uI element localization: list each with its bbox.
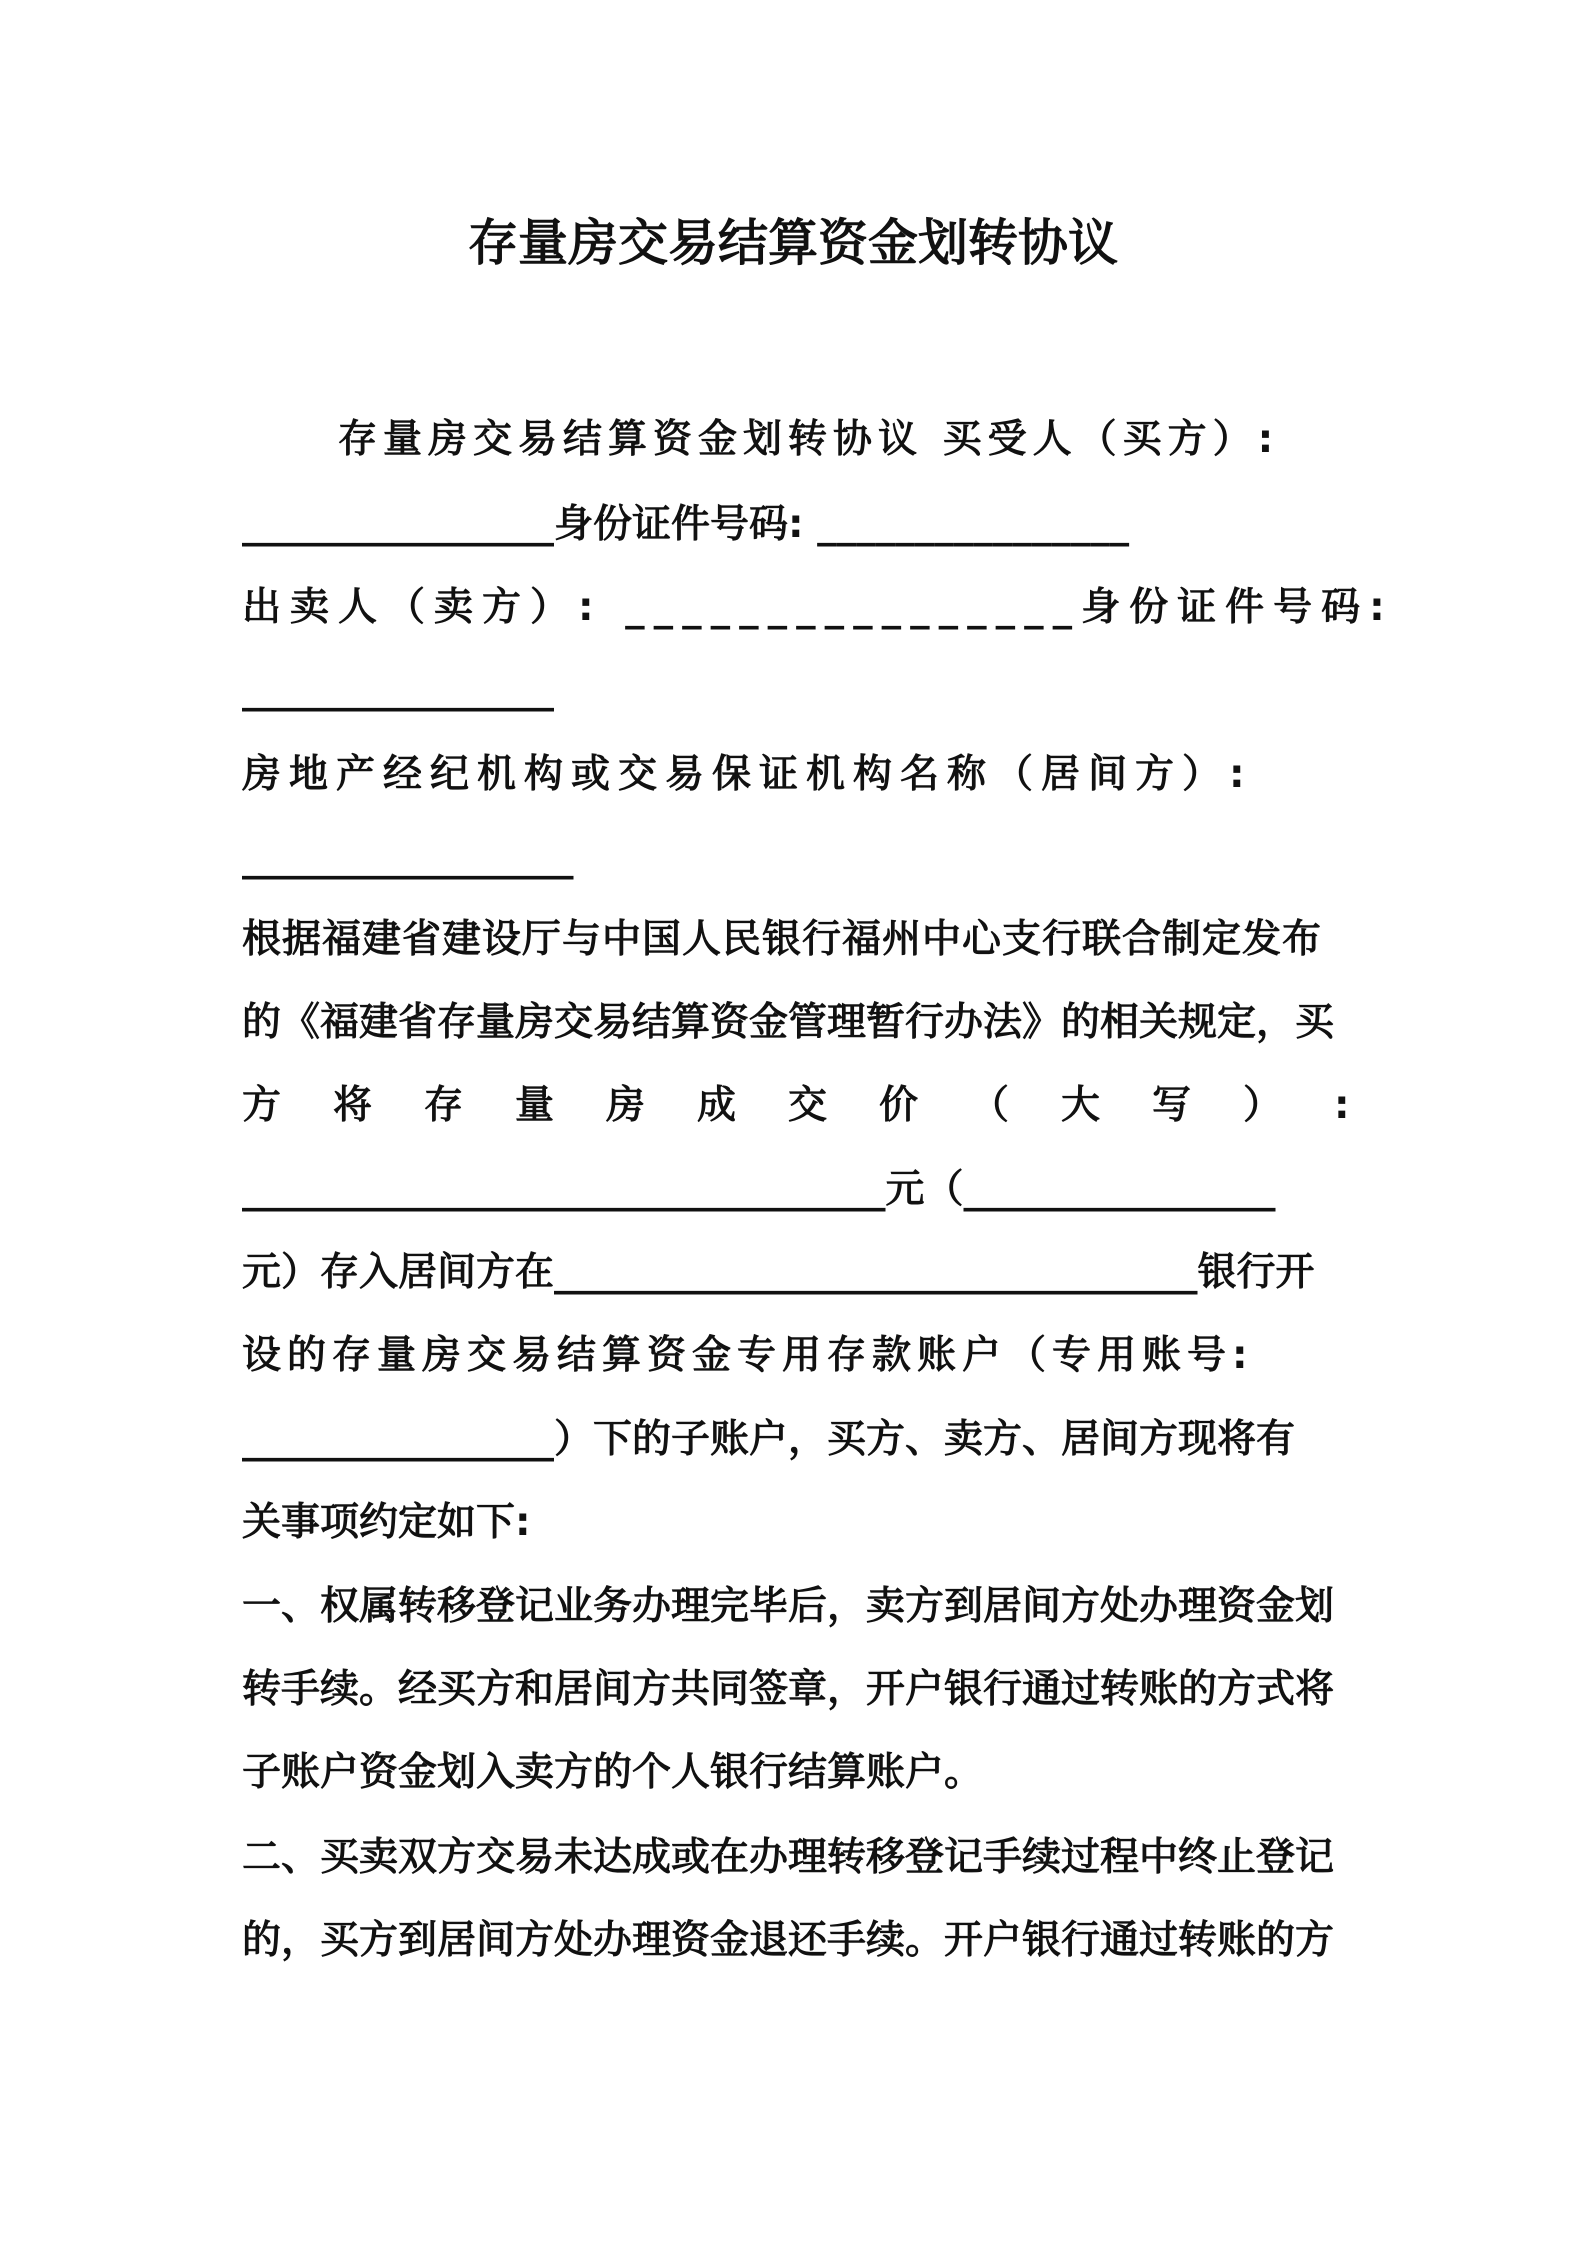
paragraph-line: 关事项约定如下: <box>242 1500 531 1545</box>
paragraph-line: _________________ <box>242 835 574 880</box>
paragraph-line: ________________）下的子账户，买方、卖方、居间方现将有 <box>242 1417 1296 1462</box>
paragraph-line: 出卖人（卖方）: ________________身份证件号码: <box>242 585 1394 630</box>
paragraph-line: ________________ <box>242 667 554 712</box>
paragraph-line: 的，买方到居间方处办理资金退还手续。开户银行通过转账的方 <box>242 1918 1335 1963</box>
paragraph-line: 子账户资金划入卖方的个人银行结算账户。 <box>242 1750 984 1795</box>
paragraph-line: 一、权属转移登记业务办理完毕后，卖方到居间方处办理资金划 <box>242 1584 1335 1629</box>
paragraph-line: 根据福建省建设厅与中国人民银行福州中心支行联合制定发布 <box>242 917 1323 962</box>
paragraph-line: 房地产经纪机构或交易保证机构名称（居间方）: <box>242 752 1253 797</box>
paragraph-line: 存量房交易结算资金划转协议 买受人（买方）: <box>338 417 1280 462</box>
document-title: 存量房交易结算资金划转协议 <box>468 214 1118 272</box>
paragraph-line: _________________________________元（________________ <box>242 1167 1276 1212</box>
paragraph-line: 的《福建省存量房交易结算资金管理暂行办法》的相关规定，买 <box>242 1000 1335 1045</box>
paragraph-line: 二、买卖双方交易未达成或在办理转移登记手续过程中终止登记 <box>242 1835 1335 1880</box>
paragraph-line: 方将存量房成交价（大写）: <box>242 1083 1402 1128</box>
paragraph-line: 元）存入居间方在_________________________________银行开 <box>242 1250 1315 1295</box>
paragraph-line: 转手续。经买方和居间方共同签章，开户银行通过转账的方式将 <box>242 1667 1335 1712</box>
paragraph-line: 设的存量房交易结算资金专用存款账户（专用账号: <box>242 1333 1254 1378</box>
paragraph-line: ________________身份证件号码: ________________ <box>242 502 1130 547</box>
